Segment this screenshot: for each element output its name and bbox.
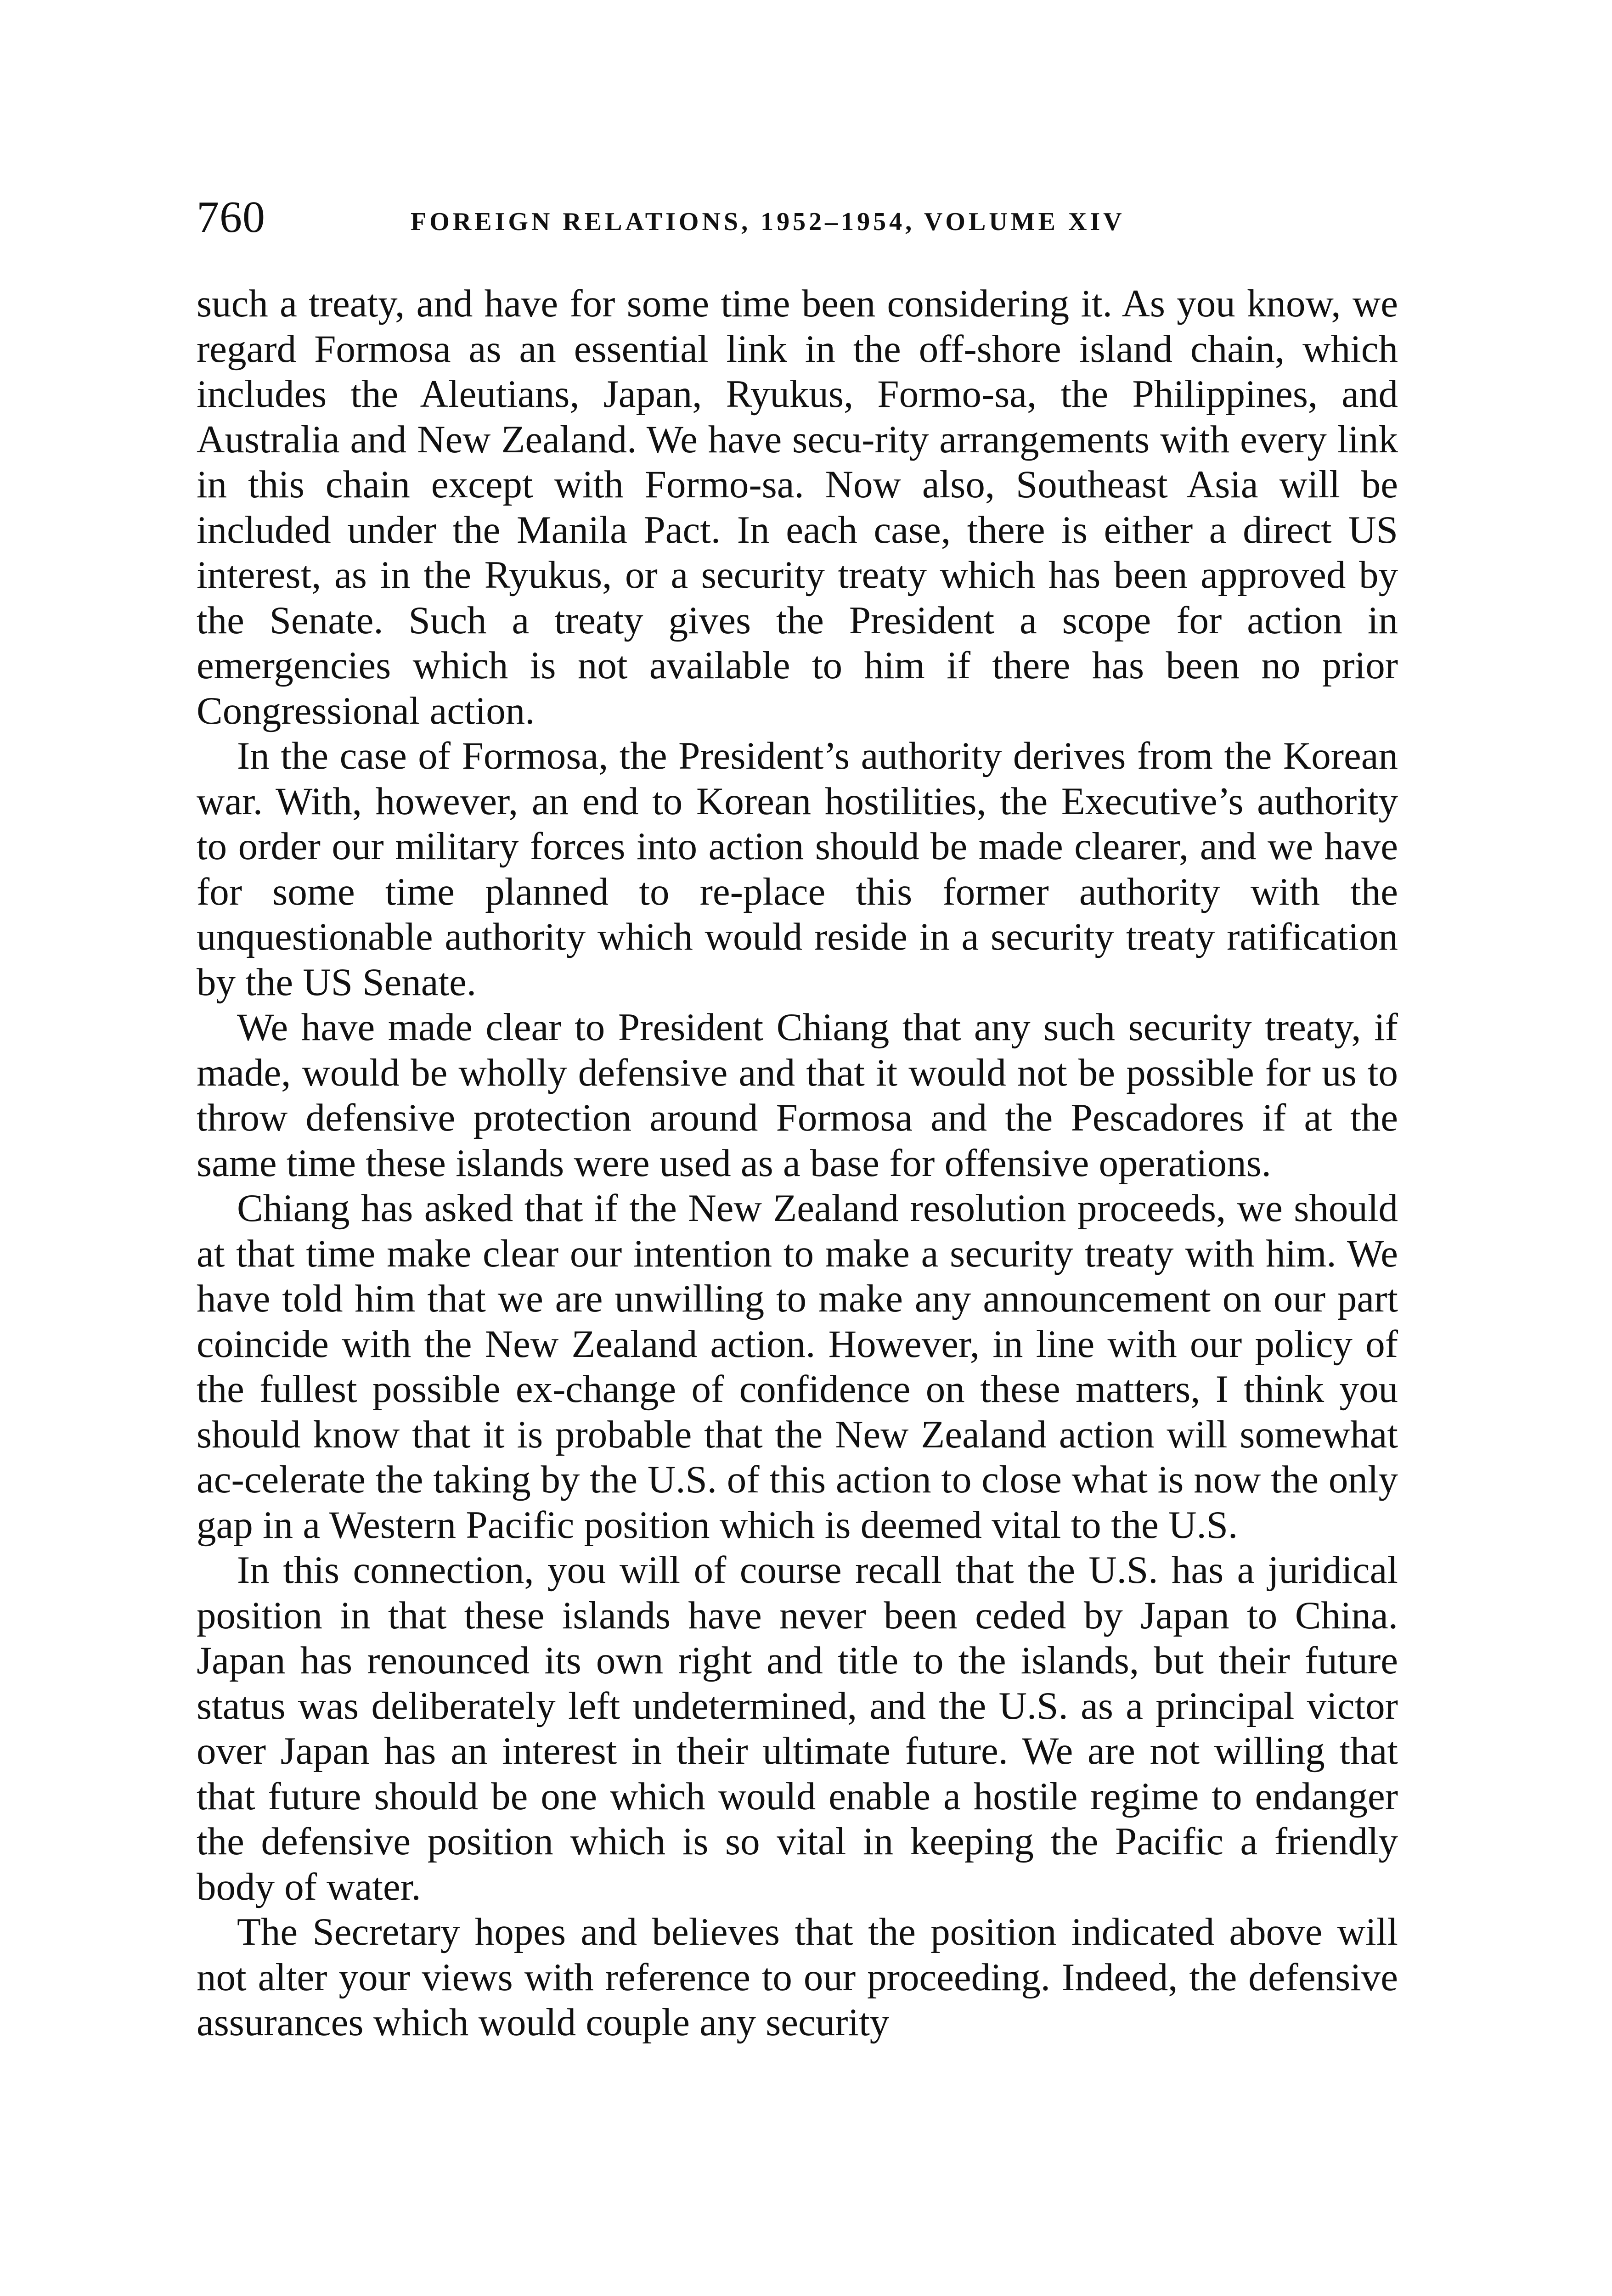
page-header bbox=[197, 192, 1400, 252]
paragraph-korean-war-authority: In the case of Formosa, the President’s authority derives from the Korean war. With, however, an end to Korean hostilities, the Executive’s authority to order our military forces into action should be made clearer, and we have for some time planned to re-place this former authority with the unquestionable authority which would reside in a security treaty ratification by the US Senate. bbox=[197, 734, 1398, 1004]
paragraph-new-zealand-resolution: Chiang has asked that if the New Zealand resolution proceeds, we should at that time make clear our intention to make a security treaty with him. We have told him that we are unwilling to make any announcement on our part coincide with the New Zealand action. However, in line with our policy of the fullest possible ex-change of confidence on these matters, I think you should know that it is probable that the New Zealand action will somewhat ac-celerate the taking by the U.S. of this action to close what is now the only gap in a Western Pacific position which is deemed vital to the U.S. bbox=[197, 1187, 1398, 1547]
paragraph-continued: such a treaty, and have for some time been considering it. As you know, we regard Formosa as an essential link in the off-shore island chain, which includes the Aleutians, Japan, Ryukus, Formo-sa, the Philippines, and Australia and New Zealand. We have secu-rity arrangements with every link in this chain except with Formo-sa. Now also, Southeast Asia will be included under the Manila Pact. In each case, there is either a direct US interest, as in the Ryukus, or a security treaty which has been approved by the Senate. Such a treaty gives the President a scope for action in emergencies which is not available to him if there has been no prior Congressional action. bbox=[197, 282, 1398, 732]
paragraph-defensive-treaty: We have made clear to President Chiang that any such security treaty, if made, would be wholly defensive and that it would not be possible for us to throw defensive protection around Formosa and the Pescadores if at the same time these islands were used as a base for offensive operations. bbox=[197, 1006, 1398, 1185]
paragraph-secretary-hopes: The Secretary hopes and believes that the position indicated above will not alter your views with reference to our proceeding. Indeed, the defensive assurances which would couple any security bbox=[197, 1910, 1398, 2044]
page-number: 760 bbox=[197, 192, 265, 242]
running-head: FOREIGN RELATIONS, 1952–1954, VOLUME XIV bbox=[411, 208, 1125, 236]
body-text bbox=[197, 281, 1398, 2045]
paragraph-juridical-position: In this connection, you will of course recall that the U.S. has a juridical position in that these islands have never been ceded by Japan to China. Japan has renounced its own right and title to the islands, but their future status was deliberately left undetermined, and the U.S. as a principal victor over Japan has an interest in their ultimate future. We are not willing that that future should be one which would enable a hostile regime to endanger the defensive position which is so vital in keeping the Pacific a friendly body of water. bbox=[197, 1548, 1398, 1908]
